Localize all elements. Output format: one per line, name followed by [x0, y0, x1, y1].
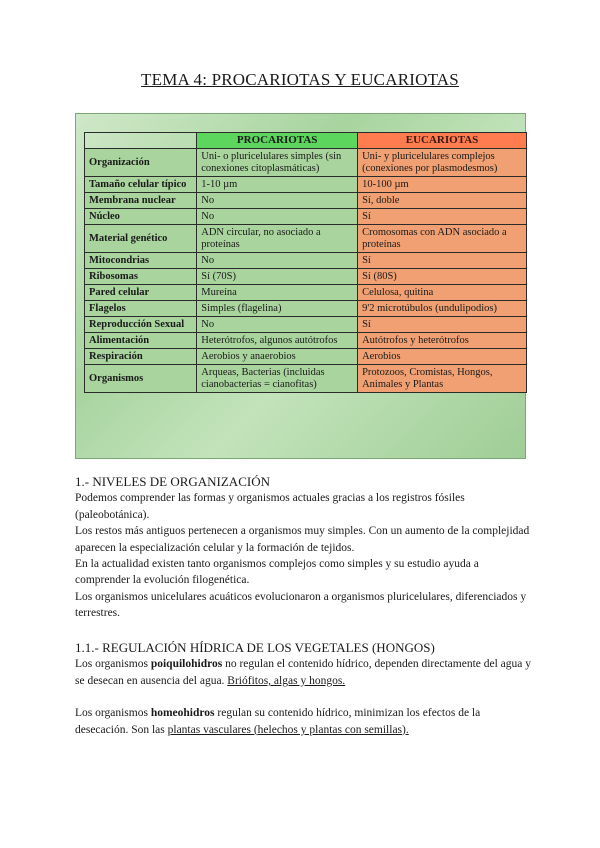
eucariotas-cell: Protozoos, Cromistas, Hongos, Animales y Plantas: [358, 365, 527, 393]
section-1-1-paragraph-2: [75, 705, 535, 738]
procariotas-cell: Aerobios y anaerobios: [197, 349, 358, 365]
table-row: [85, 333, 527, 349]
row-label: Ribosomas: [85, 269, 197, 285]
procariotas-cell: No: [197, 317, 358, 333]
eucariotas-cell: Cromosomas con ADN asociado a proteínas: [358, 225, 527, 253]
examples-homeohidros: plantas vasculares (helechos y plantas con semillas).: [167, 723, 409, 736]
section-1-paragraph-1: Podemos comprender las formas y organismos actuales gracias a los registros fósiles (paleobotánica).: [75, 492, 465, 521]
row-label: Núcleo: [85, 209, 197, 225]
section-1-1-paragraph-1: [75, 656, 535, 689]
procariotas-cell: Mureína: [197, 285, 358, 301]
procariotas-cell: Arqueas, Bacterias (incluidas cianobacterias = cianofitas): [197, 365, 358, 393]
eucariotas-cell: Celulosa, quitina: [358, 285, 527, 301]
procariotas-cell: No: [197, 193, 358, 209]
row-label: Organismos: [85, 365, 197, 393]
eucariotas-cell: Autótrofos y heterótrofos: [358, 333, 527, 349]
eucariotas-cell: Sí: [358, 253, 527, 269]
eucariotas-cell: Aerobios: [358, 349, 527, 365]
section-1-1-heading: 1.1.- REGULACIÓN HÍDRICA DE LOS VEGETALES (HONGOS): [75, 640, 435, 655]
procariotas-cell: Sí (70S): [197, 269, 358, 285]
eucariotas-cell: 9'2 microtúbulos (undulipodios): [358, 301, 527, 317]
header-procariotas: PROCARIOTAS: [197, 133, 358, 149]
p2-pre: Los organismos: [75, 707, 151, 720]
page-title: TEMA 4: PROCARIOTAS Y EUCARIOTAS: [141, 70, 459, 89]
procariotas-cell: 1-10 µm: [197, 177, 358, 193]
comparison-table-frame: [75, 113, 526, 459]
table-row: [85, 269, 527, 285]
eucariotas-cell: Sí: [358, 317, 527, 333]
comparison-table: [84, 132, 527, 393]
header-eucariotas: EUCARIOTAS: [358, 133, 527, 149]
procariotas-cell: Heterótrofos, algunos autótrofos: [197, 333, 358, 349]
table-row: [85, 149, 527, 177]
p2-post: regulan su contenido hídrico, minimizan los efectos de la desecación. Son las: [75, 707, 481, 736]
section-1-heading: 1.- NIVELES DE ORGANIZACIÓN: [75, 474, 270, 489]
table-row: [85, 349, 527, 365]
eucariotas-cell: Sí: [358, 209, 527, 225]
table-row: [85, 301, 527, 317]
procariotas-cell: No: [197, 253, 358, 269]
row-label: Alimentación: [85, 333, 197, 349]
section-1-paragraph-3: En la actualidad existen tanto organismos complejos como simples y su estudio ayuda a comprender la evolución filogenética.: [75, 558, 479, 587]
table-row: [85, 285, 527, 301]
table-row: [85, 225, 527, 253]
row-label: Tamaño celular típico: [85, 177, 197, 193]
row-label: Pared celular: [85, 285, 197, 301]
row-label: Membrana nuclear: [85, 193, 197, 209]
row-label: Organización: [85, 149, 197, 177]
eucariotas-cell: Uni- y pluricelulares complejos (conexiones por plasmodesmos): [358, 149, 527, 177]
table-header-row: [85, 133, 527, 149]
p1-post: no regulan el contenido hídrico, dependen directamente del agua y se desecan en ausencia del agua.: [75, 658, 532, 687]
procariotas-cell: Simples (flagelina): [197, 301, 358, 317]
section-1-paragraph-2: Los restos más antiguos pertenecen a organismos muy simples. Con un aumento de la complejidad aparecen la especialización celular y la formación de tejidos.: [75, 525, 530, 554]
p1-pre: Los organismos: [75, 658, 151, 671]
table-row: [85, 253, 527, 269]
term-homeohidros: homeohidros: [150, 707, 215, 720]
section-1: [75, 474, 535, 622]
row-label: Material genético: [85, 225, 197, 253]
term-poiquilohidros: poiquilohidros: [150, 658, 223, 671]
eucariotas-cell: Sí, doble: [358, 193, 527, 209]
table-row: [85, 193, 527, 209]
examples-poiquilohidros: Briófitos, algas y hongos.: [227, 674, 346, 687]
table-corner-cell: [85, 133, 197, 149]
procariotas-cell: Uni- o pluricelulares simples (sin conexiones citoplasmáticas): [197, 149, 358, 177]
table-row: [85, 317, 527, 333]
section-1-1: [75, 640, 535, 738]
table-row: [85, 177, 527, 193]
row-label: Flagelos: [85, 301, 197, 317]
row-label: Mitocondrias: [85, 253, 197, 269]
section-1-paragraph-4: Los organismos unicelulares acuáticos evolucionaron a organismos pluricelulares, diferenciados y terrestres.: [75, 590, 527, 620]
table-row: [85, 365, 527, 393]
procariotas-cell: No: [197, 209, 358, 225]
row-label: Reproducción Sexual: [85, 317, 197, 333]
row-label: Respiración: [85, 349, 197, 365]
spacer: [75, 689, 535, 705]
eucariotas-cell: 10-100 µm: [358, 177, 527, 193]
table-row: [85, 209, 527, 225]
eucariotas-cell: Sí (80S): [358, 269, 527, 285]
procariotas-cell: ADN circular, no asociado a proteínas: [197, 225, 358, 253]
